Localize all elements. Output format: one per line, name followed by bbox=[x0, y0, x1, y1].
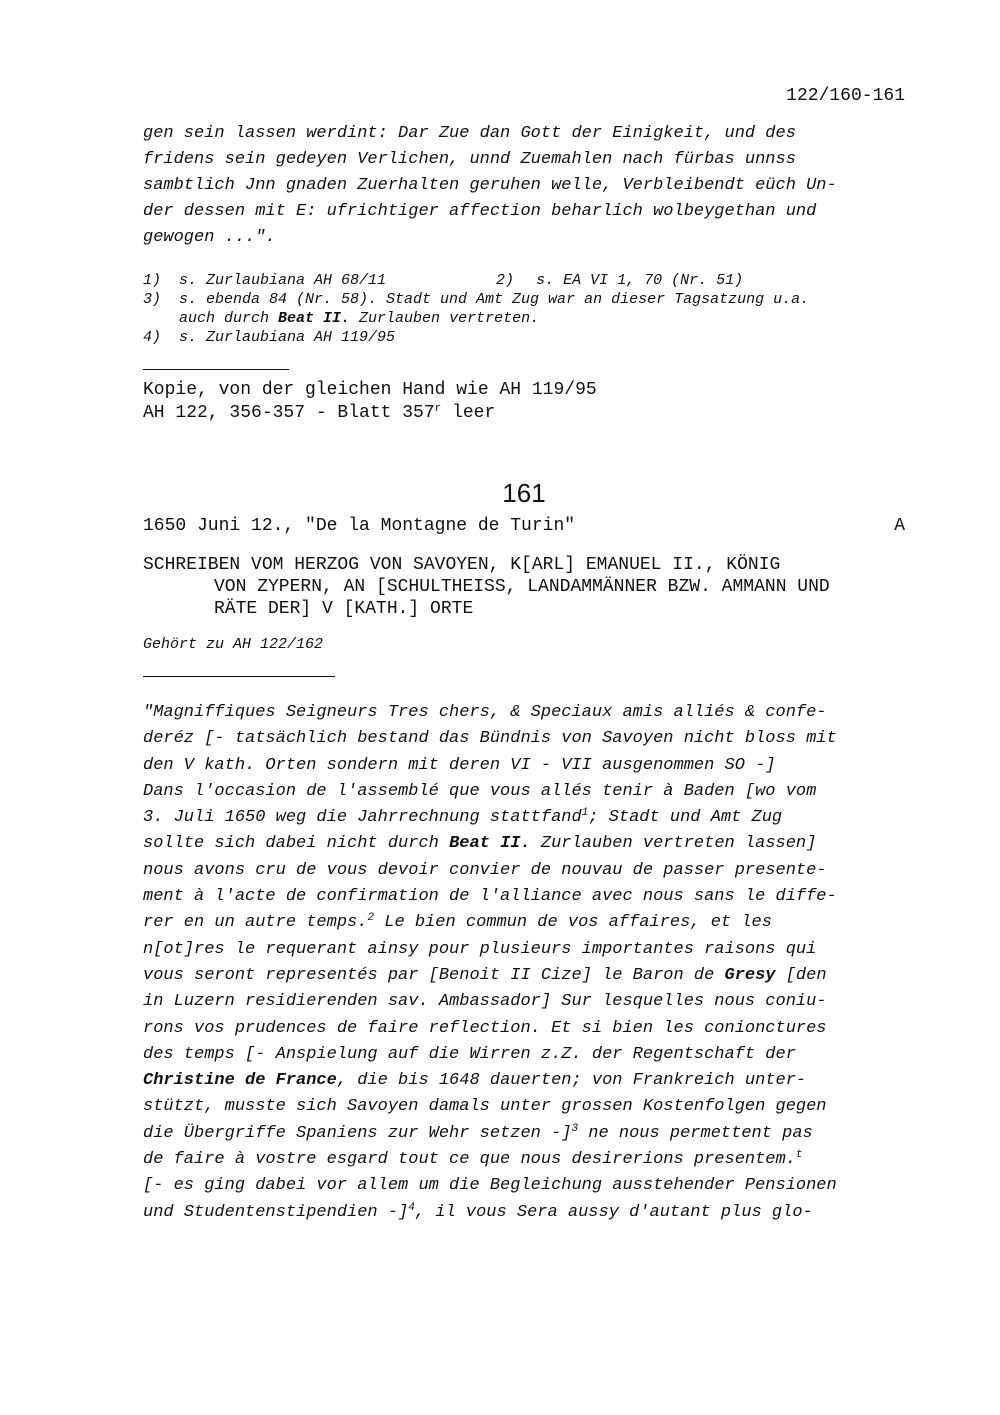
document-title bbox=[143, 554, 905, 620]
document-dateline bbox=[143, 516, 905, 536]
footnote-text: s. Zurlaubiana AH 119/95 bbox=[179, 329, 396, 346]
footnote-text: s. Zurlaubiana AH 68/11 bbox=[179, 272, 387, 289]
footnote-number: 1) bbox=[143, 272, 162, 289]
text-segment: [den bbox=[775, 965, 827, 985]
footnote-number: 2) bbox=[496, 272, 515, 289]
person-name: Beat II. bbox=[449, 834, 531, 854]
text-line: gewogen ...". bbox=[143, 228, 276, 247]
text-line: des temps [- Anspielung auf die Wirren z.Z. der Regentschaft der bbox=[143, 1044, 796, 1064]
text-segment: Zurlauben vertreten lassen] bbox=[530, 834, 817, 854]
footnote-text: auch durch bbox=[179, 310, 279, 327]
person-name: Gresy bbox=[724, 965, 776, 985]
text-line bbox=[143, 1147, 913, 1173]
source-line bbox=[143, 402, 597, 425]
text-line: rons vos prudences de faire reflection. Et si bien les conionctures bbox=[143, 1018, 827, 1038]
footnote-continuation bbox=[143, 309, 913, 328]
footnote-text: s. ebenda 84 (Nr. 58). Stadt und Amt Zug war an dieser Tagsatzung u.a. bbox=[179, 291, 810, 308]
text-line bbox=[143, 910, 913, 936]
title-line: SCHREIBEN VOM HERZOG VON SAVOYEN, K[ARL] EMANUEL II., KÖNIG bbox=[143, 555, 781, 575]
footnote-ref: t bbox=[795, 1149, 803, 1162]
section-divider bbox=[143, 369, 289, 370]
footnotes bbox=[143, 271, 913, 347]
text-line: deréz [- tatsächlich bestand das Bündnis von Savoyen nicht bloss mit bbox=[143, 729, 837, 749]
source-line: Kopie, von der gleichen Hand wie AH 119/95 bbox=[143, 380, 597, 400]
text-line: in Luzern residierenden sav. Ambassador] Sur lesquelles nous coniu- bbox=[143, 992, 827, 1012]
footnote-text: s. EA VI 1, 70 (Nr. 51) bbox=[536, 272, 744, 289]
page-reference: 122/160-161 bbox=[786, 86, 905, 106]
superscript: r bbox=[434, 403, 442, 415]
source-text: leer bbox=[441, 403, 496, 423]
text-line: stützt, musste sich Savoyen damals unter grossen Kostenfolgen gegen bbox=[143, 1097, 827, 1117]
text-segment: vous seront representés par [Benoit II Cize] le Baron de bbox=[143, 965, 725, 985]
text-line: [- es ging dabei vor allem um die Begleichung ausstehender Pensionen bbox=[143, 1176, 837, 1196]
text-line bbox=[143, 805, 913, 831]
footnote-number: 3) bbox=[143, 291, 162, 308]
source-note bbox=[143, 379, 597, 425]
person-name: Beat II. bbox=[278, 310, 351, 327]
text-segment: , die bis 1648 dauerten; von Frankreich unter- bbox=[336, 1071, 807, 1091]
continuation-text bbox=[143, 121, 913, 251]
text-segment: sollte sich dabei nicht durch bbox=[143, 834, 450, 854]
text-segment: und Studentenstipendien -] bbox=[143, 1202, 409, 1222]
text-segment: rer en un autre temps. bbox=[143, 913, 368, 933]
text-line: Dans l'occasion de l'assemblé que vous allés tenir à Baden [wo vom bbox=[143, 781, 817, 801]
footnote-row bbox=[143, 328, 913, 347]
text-line: den V kath. Orten sondern mit deren VI - VII ausgenommen SO -] bbox=[143, 755, 776, 775]
person-name: Christine de France bbox=[143, 1071, 337, 1091]
footnote-text: Zurlauben vertreten. bbox=[350, 310, 540, 327]
text-line bbox=[143, 1200, 913, 1226]
footnote-row bbox=[143, 271, 913, 290]
related-document-note: Gehört zu AH 122/162 bbox=[143, 636, 324, 653]
text-line: n[ot]res le requerant ainsy pour plusieurs importantes raisons qui bbox=[143, 939, 817, 959]
footnote-row bbox=[143, 290, 913, 309]
text-line: sambtlich Jnn gnaden Zuerhalten geruhen welle, Verbleibendt eüch Un- bbox=[143, 176, 837, 195]
footnote-ref: 4 bbox=[408, 1201, 415, 1214]
text-segment: , il vous Sera aussy d'autant plus glo- bbox=[414, 1202, 813, 1222]
text-line: gen sein lassen werdint: Dar Zue dan Gott der Einigkeit, und des bbox=[143, 124, 796, 143]
document-date: 1650 Juni 12., "De la Montagne de Turin" bbox=[143, 516, 576, 536]
text-segment: de faire à vostre esgard tout ce que nous desirerions presentem. bbox=[143, 1150, 796, 1170]
source-text: AH 122, 356-357 - Blatt 357 bbox=[143, 403, 435, 423]
footnote-number: 4) bbox=[143, 329, 162, 346]
text-line: "Magniffiques Seigneurs Tres chers, & Speciaux amis alliés & confe- bbox=[143, 703, 827, 722]
footnote-ref: 3 bbox=[571, 1122, 579, 1135]
text-segment: die Übergriffe Spaniens zur Wehr setzen -] bbox=[143, 1123, 572, 1143]
text-line bbox=[143, 963, 913, 989]
footnote-ref: 1 bbox=[581, 807, 589, 820]
document-marker: A bbox=[894, 516, 905, 536]
text-segment: Le bien commun de vos affaires, et les bbox=[374, 913, 772, 933]
text-segment: ; Stadt und Amt Zug bbox=[588, 808, 783, 828]
text-line: der dessen mit E: ufrichtiger affection beharlich wolbeygethan und bbox=[143, 202, 817, 221]
text-line bbox=[143, 1068, 913, 1094]
letter-body bbox=[143, 700, 913, 1226]
text-line: fridens sein gedeyen Verlichen, unnd Zuemahlen nach fürbas unnss bbox=[143, 150, 796, 169]
title-line: RÄTE DER] V [KATH.] ORTE bbox=[214, 599, 474, 619]
text-segment: ne nous permettent pas bbox=[578, 1123, 813, 1143]
section-divider bbox=[143, 676, 335, 677]
text-line bbox=[143, 831, 913, 857]
document-number: 161 bbox=[502, 478, 546, 508]
text-line: ment à l'acte de confirmation de l'alliance avec nous sans le diffe- bbox=[143, 887, 837, 907]
text-line: nous avons cru de vous devoir convier de nouvau de passer presente- bbox=[143, 860, 827, 880]
text-segment: 3. Juli 1650 weg die Jahrrechnung stattfand bbox=[143, 808, 582, 828]
footnote-ref: 2 bbox=[367, 912, 375, 925]
title-line: VON ZYPERN, AN [SCHULTHEISS, LANDAMMÄNNER BZW. AMMANN UND bbox=[214, 577, 830, 597]
text-line bbox=[143, 1121, 913, 1147]
